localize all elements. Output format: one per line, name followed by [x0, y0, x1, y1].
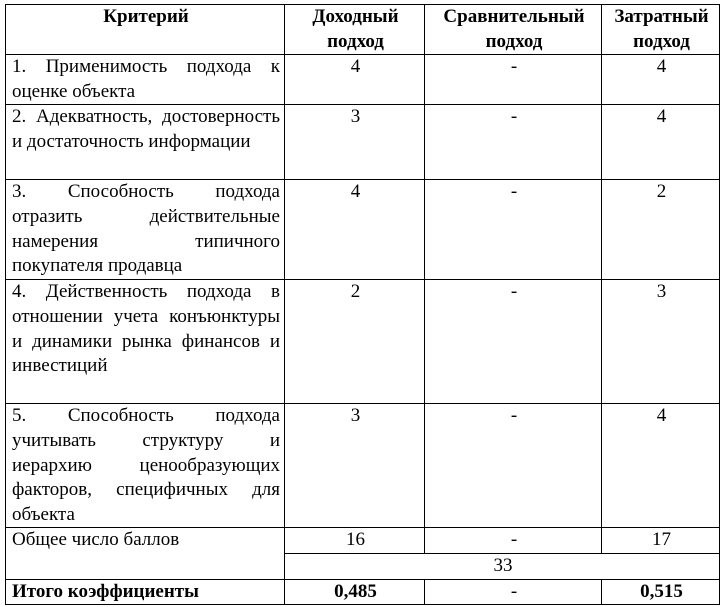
coefficients-row [6, 579, 720, 605]
coefficient-cost: 0,515 [602, 579, 720, 605]
income-score: 2 [285, 280, 425, 404]
coefficients-label: Итого коэффициенты [6, 579, 285, 605]
header-row [6, 5, 720, 55]
header-comparative: Сравнительный подход [425, 5, 602, 55]
comparative-score: - [425, 180, 602, 280]
coefficient-income: 0,485 [285, 579, 425, 605]
coefficient-comparative: - [425, 579, 602, 605]
table-row [6, 105, 720, 180]
income-score: 3 [285, 404, 425, 528]
total-label: Общее число баллов [6, 528, 285, 579]
comparative-score: - [425, 404, 602, 528]
total-income: 16 [285, 528, 425, 554]
criterion-cell: 2. Адекватность, достоверность и достаточность информации [6, 105, 285, 180]
income-score: 3 [285, 105, 425, 180]
criterion-cell: 5. Способность подхода учитывать структуру и иерархию ценообразующих факторов, специфичных для объекта [6, 404, 285, 528]
cost-score: 4 [602, 404, 720, 528]
header-income: Доходный подход [285, 5, 425, 55]
table-row [6, 404, 720, 528]
income-score: 4 [285, 55, 425, 105]
table-row [6, 55, 720, 105]
criteria-table [5, 4, 720, 605]
total-row [6, 528, 720, 554]
cost-score: 4 [602, 55, 720, 105]
header-cost: Затратный подход [602, 5, 720, 55]
table-row [6, 180, 720, 280]
total-comparative: - [425, 528, 602, 554]
header-criterion: Критерий [6, 5, 285, 55]
table-row [6, 280, 720, 404]
income-score: 4 [285, 180, 425, 280]
cost-score: 4 [602, 105, 720, 180]
criterion-cell: 3. Способность подхода отразить действительные намерения типичного покупателя продавца [6, 180, 285, 280]
total-sum: 33 [285, 553, 720, 579]
comparative-score: - [425, 105, 602, 180]
cost-score: 3 [602, 280, 720, 404]
comparative-score: - [425, 55, 602, 105]
cost-score: 2 [602, 180, 720, 280]
criterion-cell: 1. Применимость подхода к оценке объекта [6, 55, 285, 105]
total-cost: 17 [602, 528, 720, 554]
comparative-score: - [425, 280, 602, 404]
criterion-cell: 4. Действенность подхода в отношении учета конъюнктуры и динамики рынка финансов и инвестиций [6, 280, 285, 404]
